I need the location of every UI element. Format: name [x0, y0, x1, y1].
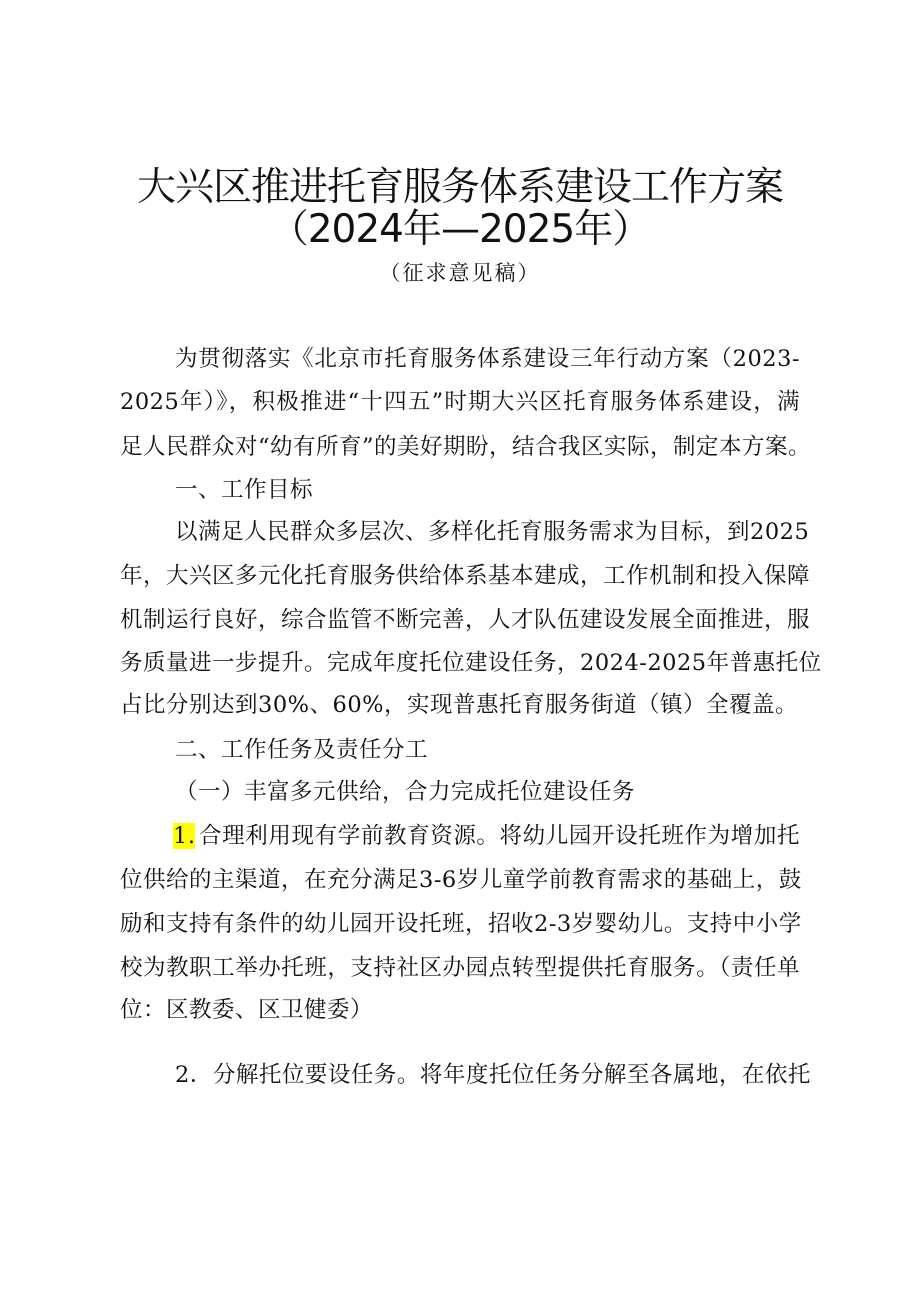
paragraph-intro-line2: 2025年）》，积极推进“十四五”时期大兴区托育服务体系建设，满: [120, 389, 800, 415]
paragraph-goals-line2: 年，大兴区多元化托育服务供给体系基本建成，工作机制和投入保障: [120, 563, 811, 589]
document-subtitle: （征求意见稿）: [379, 261, 541, 285]
document-title-line2: （2024年—2025年）: [269, 207, 651, 252]
highlight-mark: 1.: [173, 823, 196, 849]
subsection-heading-supply: （一）丰富多元供给，合力完成托位建设任务: [175, 779, 636, 805]
item-number-1: [173, 821, 199, 851]
paragraph-intro-line3: 足人民群众对“幼有所育”的美好期盼，结合我区实际，制定本方案。: [120, 434, 812, 460]
paragraph-intro-line1: 为贯彻落实《北京市托育服务体系建设三年行动方案（2023-: [175, 346, 800, 372]
item-1-line5: 位：区教委、区卫健委）: [120, 997, 374, 1023]
item-1-line3: 励和支持有条件的幼儿园开设托班，招收2-3岁婴幼儿。支持中小学: [120, 911, 802, 937]
section-heading-tasks: 二、工作任务及责任分工: [175, 737, 429, 763]
document-title-line1: 大兴区推进托育服务体系建设工作方案: [136, 165, 783, 210]
paragraph-goals-line4: 务质量进一步提升。完成年度托位建设任务，2024-2025年普惠托位: [120, 650, 822, 676]
paragraph-goals-line5: 占比分别达到30%、60%，实现普惠托育服务街道（镇）全覆盖。: [120, 692, 799, 718]
item-1-line1: 合理利用现有学前教育资源。将幼儿园开设托班作为增加托: [199, 823, 800, 849]
paragraph-goals-line1: 以满足人民群众多层次、多样化托育服务需求为目标，到2025: [175, 519, 810, 545]
item-1-line4: 校为教职工举办托班，支持社区办园点转型提供托育服务。（责任单: [120, 955, 800, 981]
item-1-line2: 位供给的主渠道，在充分满足3-6岁儿童学前教育需求的基础上，鼓: [120, 867, 802, 893]
paragraph-goals-line3: 机制运行良好，综合监管不断完善，人才队伍建设发展全面推进，服: [120, 607, 811, 633]
item-2-line1: 2．分解托位要设任务。将年度托位任务分解至各属地，在依托: [175, 1062, 811, 1088]
section-heading-goals: 一、工作目标: [175, 477, 314, 503]
